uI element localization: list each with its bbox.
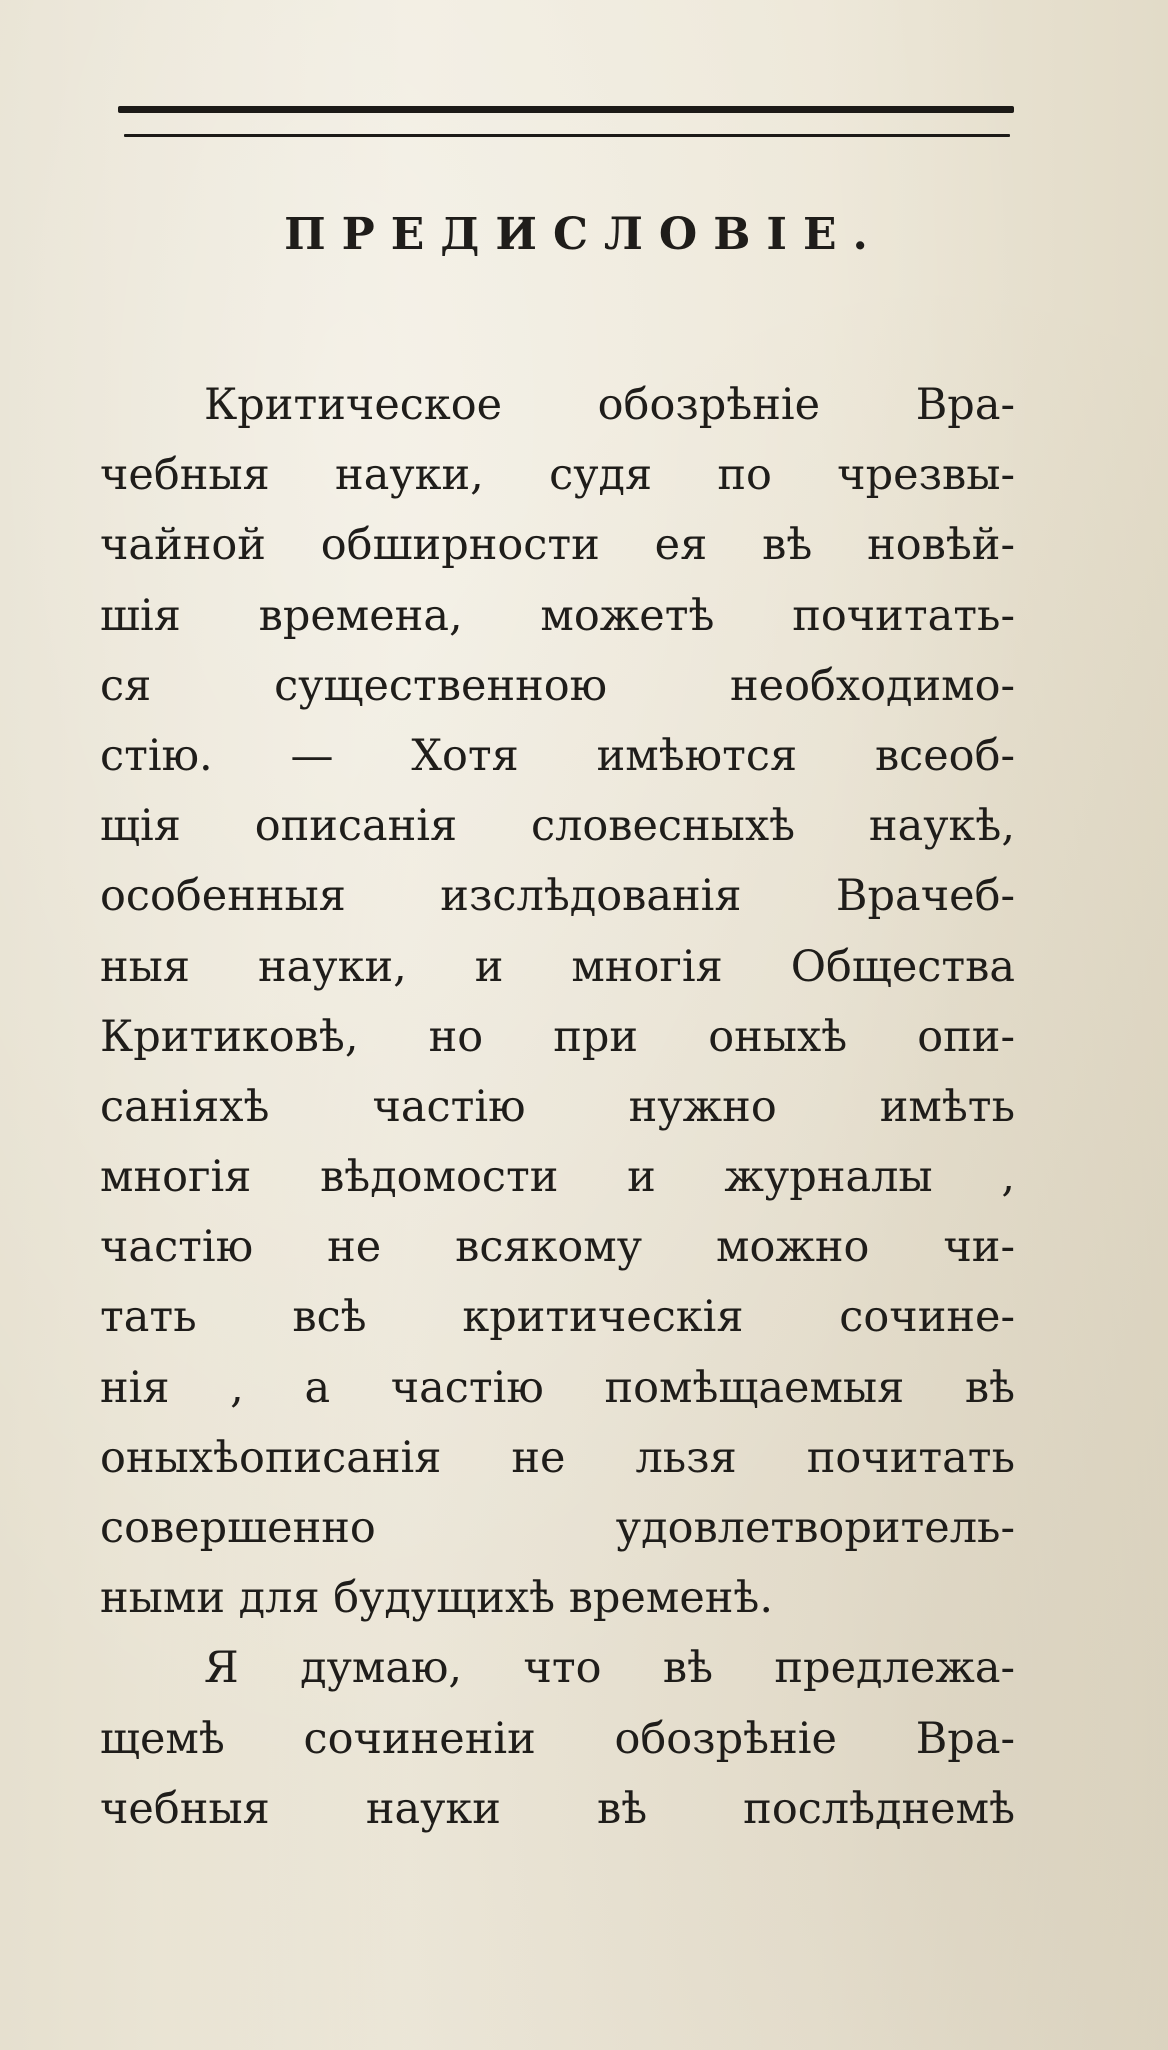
body-text <box>100 370 1015 1844</box>
text-line: саніяхѣ частію нужно имѣть <box>100 1081 1015 1132</box>
text-line: частію не всякому можно чи- <box>100 1222 1015 1273</box>
text-line: Я думаю, что вѣ предлежа- <box>204 1643 1015 1694</box>
text-line: чебныя науки вѣ послѣднемѣ <box>100 1783 1015 1834</box>
text-line: ся существенною необходимо- <box>100 660 1015 711</box>
text-line: щія описанія словесныхѣ наукѣ, <box>100 801 1015 852</box>
text-line: нія , а частію помѣщаемыя вѣ <box>100 1362 1015 1413</box>
text-line: чайной обширности ея вѣ новѣй- <box>100 520 1015 571</box>
text-line: щемѣ сочиненіи обозрѣніе Вра- <box>100 1713 1015 1764</box>
text-line: Критиковѣ, но при оныхѣ опи- <box>100 1011 1015 1062</box>
text-line: ныя науки, и многія Общества <box>100 941 1015 992</box>
text-line: стію. — Хотя имѣются всеоб- <box>100 730 1015 781</box>
page-heading: ПРЕДИСЛОВІЕ. <box>284 209 884 260</box>
text-line: Критическое обозрѣніе Вра- <box>204 380 1015 430</box>
text-line: ными для будущихѣ временѣ. <box>100 1573 774 1624</box>
text-line: чебныя науки, судя по чрезвы- <box>100 450 1015 501</box>
text-line: особенныя изслѣдованія Врачеб- <box>100 871 1015 922</box>
text-line: шія времена, можетѣ почитать- <box>100 590 1015 641</box>
text-line: оныхѣописанія не льзя почитать <box>100 1432 1015 1483</box>
text-line: совершенно удовлетворитель- <box>100 1503 1015 1553</box>
header-rule-thick <box>118 106 1014 113</box>
text-line: многія вѣдомости и журналы , <box>100 1152 1015 1203</box>
text-line: тать всѣ критическія сочине- <box>100 1292 1015 1343</box>
header-rule-thin <box>124 134 1010 137</box>
